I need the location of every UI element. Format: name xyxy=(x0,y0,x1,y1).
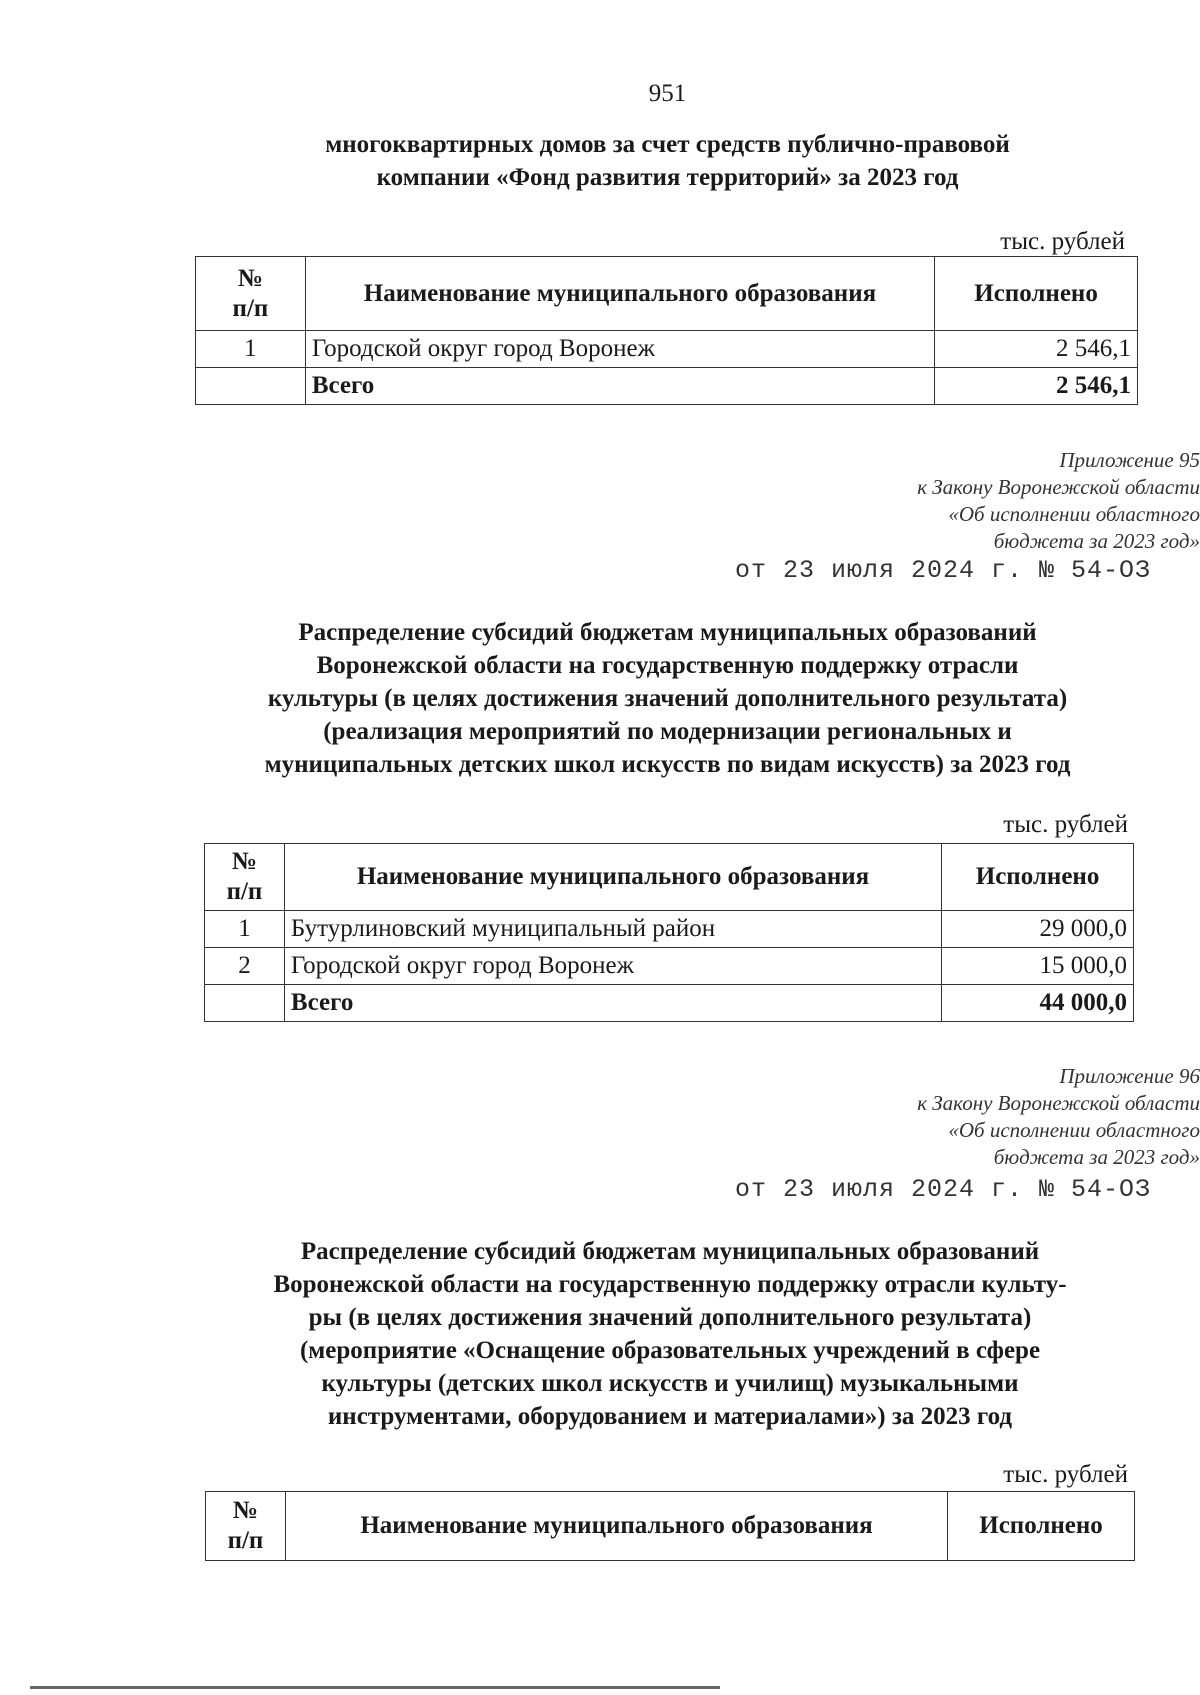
col-header-name: Наименование муниципального образования xyxy=(305,257,934,331)
heading-line: Распределение субсидий бюджетам муниципальных образований xyxy=(298,619,1037,646)
total-row xyxy=(196,368,1138,405)
section3-heading xyxy=(0,1235,1200,1433)
row-num: 2 xyxy=(205,948,285,985)
col-header-name: Наименование муниципального образования xyxy=(285,1492,947,1561)
section3-table xyxy=(205,1491,1135,1561)
unit-label: тыс. рублей xyxy=(1000,228,1125,255)
heading-line: культуры (детских школ искусств и училищ) музыкальными xyxy=(321,1370,1019,1397)
appendix-line: Приложение 95 xyxy=(1059,448,1200,472)
unit-label: тыс. рублей xyxy=(1003,811,1128,838)
row-value: 2 546,1 xyxy=(935,331,1138,368)
col-header-value: Исполнено xyxy=(935,257,1138,331)
col-header-num: № п/п xyxy=(196,257,306,331)
row-num: 1 xyxy=(205,911,285,948)
row-name: Городской округ город Воронеж xyxy=(305,331,934,368)
table-row xyxy=(205,948,1134,985)
heading-line: инструментами, оборудованием и материалами») за 2023 год xyxy=(327,1403,1013,1430)
heading-line: (мероприятие «Оснащение образовательных учреждений в сфере xyxy=(299,1337,1041,1364)
appendix-line: бюджета за 2023 год» xyxy=(993,529,1200,553)
row-value: 29 000,0 xyxy=(942,911,1134,948)
total-label: Всего xyxy=(305,368,934,405)
table-row xyxy=(205,911,1134,948)
col-header-value: Исполнено xyxy=(942,844,1134,911)
section2-table xyxy=(204,843,1134,1022)
page-bottom-rule xyxy=(30,1686,720,1689)
appendix-line: к Закону Воронежской области xyxy=(917,1091,1200,1115)
section2-heading xyxy=(0,616,1200,781)
appendix95-note xyxy=(75,447,1200,555)
heading-line: муниципальных детских школ искусств по видам искусств) за 2023 год xyxy=(264,751,1071,778)
total-value: 2 546,1 xyxy=(935,368,1138,405)
appendix95-date: от 23 июля 2024 г. № 54-ОЗ xyxy=(735,556,1152,585)
heading-line: многоквартирных домов за счет средств публично-правовой xyxy=(325,131,1010,158)
appendix-line: к Закону Воронежской области xyxy=(917,475,1200,499)
total-row xyxy=(205,985,1134,1022)
row-name: Бутурлиновский муниципальный район xyxy=(284,911,941,948)
section1-table xyxy=(195,256,1138,405)
table-row xyxy=(196,331,1138,368)
total-num xyxy=(205,985,285,1022)
row-value: 15 000,0 xyxy=(942,948,1134,985)
appendix96-date: от 23 июля 2024 г. № 54-ОЗ xyxy=(735,1175,1152,1204)
appendix-line: «Об исполнении областного xyxy=(948,502,1200,526)
appendix96-note xyxy=(75,1063,1200,1171)
col-header-num: № п/п xyxy=(205,844,285,911)
appendix-line: Приложение 96 xyxy=(1059,1064,1200,1088)
appendix-line: бюджета за 2023 год» xyxy=(993,1145,1200,1169)
total-value: 44 000,0 xyxy=(942,985,1134,1022)
total-num xyxy=(196,368,306,405)
col-header-num: № п/п xyxy=(206,1492,286,1561)
page-number: 951 xyxy=(648,80,687,107)
row-name: Городской округ город Воронеж xyxy=(284,948,941,985)
col-header-name: Наименование муниципального образования xyxy=(284,844,941,911)
col-header-value: Исполнено xyxy=(948,1492,1135,1561)
unit-label: тыс. рублей xyxy=(1003,1461,1128,1488)
heading-line: Распределение субсидий бюджетам муниципальных образований xyxy=(300,1238,1040,1265)
heading-line: культуры (в целях достижения значений дополнительного результата) xyxy=(267,685,1068,712)
appendix-line: «Об исполнении областного xyxy=(948,1118,1200,1142)
section1-heading xyxy=(0,128,1200,194)
heading-line: компании «Фонд развития территорий» за 2023 год xyxy=(376,164,959,191)
total-label: Всего xyxy=(284,985,941,1022)
heading-line: ры (в целях достижения значений дополнительного результата) xyxy=(308,1304,1032,1331)
heading-line: (реализация мероприятий по модернизации региональных и xyxy=(323,718,1012,745)
heading-line: Воронежской области на государственную поддержку отрасли xyxy=(316,652,1019,679)
row-num: 1 xyxy=(196,331,306,368)
heading-line: Воронежской области на государственную поддержку отрасли культу- xyxy=(273,1271,1067,1298)
